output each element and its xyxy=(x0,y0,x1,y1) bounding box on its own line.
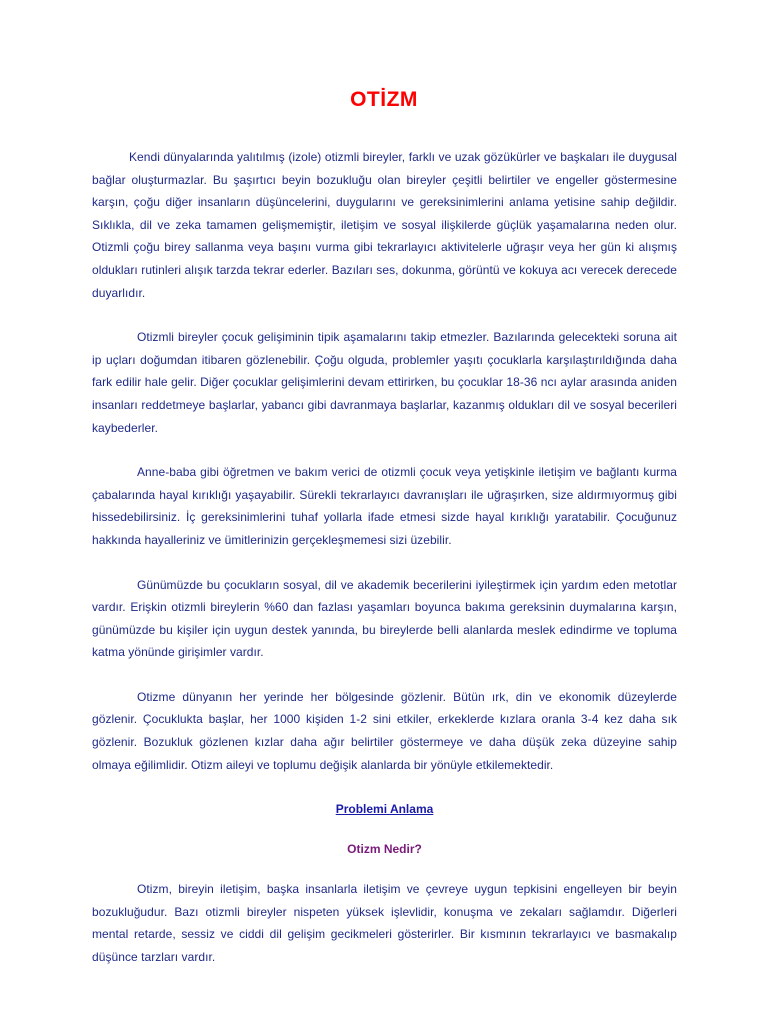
paragraph-intro: Kendi dünyalarında yalıtılmış (izole) otizmli bireyler, farklı ve uzak gözükürler ve başkaları ile duygusal bağlar oluşturmazlar. Bu şaşırtıcı beyin bozukluğu olan bireyler çeşitli belirtiler ve engeller göstermesine karşın, çoğu diğer insanların düşüncelerini, duygularını ve gereksinimlerini anlama yetisine sahip değildir. Sıklıkla, dil ve zeka tamamen gelişmemiştir, iletişim ve sosyal ilişkilerde güçlük yaşamalarına neden olur. Otizmli çoğu birey sallanma veya başını vurma gibi tekrarlayıcı aktivitelerle uğraşır veya her gün ki alışmış oldukları rutinleri alışık tarzda tekrar ederler. Bazıları ses, dokunma, görüntü ve kokuya acı verecek derecede duyarlıdır. xyxy=(92,150,677,300)
paragraph-prevalence: Otizme dünyanın her yerinde her bölgesinde gözlenir. Bütün ırk, din ve ekonomik düzeylerde gözlenir. Çocuklukta başlar, her 1000 kişiden 1-2 sini etkiler, erkeklerde kızlara oranla 3-4 kez daha sık gözlenir. Bozukluk gözlenen kızlar daha ağır belirtiler göstermeye ve daha düşük zeka düzeyine sahip olmaya eğilimlidir. Otizm aileyi ve toplumu değişik alanlarda bir yönüyle etkilemektedir. xyxy=(92,689,677,772)
section-sub-heading: Otizm Nedir? xyxy=(347,842,422,857)
paragraph-development: Otizmli bireyler çocuk gelişiminin tipik aşamalarını takip etmezler. Bazılarında gelecekteki soruna ait ip uçları doğumdan itibaren gözlenebilir. Çoğu olguda, problemler yaşıtı çocuklarla karşılaştırıldığında daha fark edilir hale gelir. Diğer çocuklar gelişimlerini devam ettirirken, bu çocuklar 18-36 ncı aylar arasında aniden insanları reddetmeye başlarlar, yabancı gibi davranmaya başlarlar, kazanmış oldukları dil ve sosyal becerileri kaybederler. xyxy=(92,330,677,435)
section-link-heading xyxy=(92,798,677,820)
page-title: OTİZM xyxy=(350,88,418,111)
paragraph-definition: Otizm, bireyin iletişim, başka insanlarla iletişim ve çevreye uygun tepkisini engelleyen bir beyin bozukluğudur. Bazı otizmli bireyler nispeten yüksek işlevlidir, konuşma ve zekaları sağlamdır. Diğerleri mental retarde, sessiz ve ciddi dil gelişim gecikmeleri gösterirler. Bir kısmının tekrarlayıcı ve basmakalıp düşünce tarzları vardır. xyxy=(92,882,677,965)
paragraph-methods: Günümüzde bu çocukların sosyal, dil ve akademik becerilerini iyileştirmek için yardım eden metotlar vardır. Erişkin otizmli bireylerin %60 dan fazlası yaşamları boyunca bakıma gereksinin duymalarına karşın, günümüzde bu kişiler için uygun destek yanında, bu bireylerde belli alanlarda meslek edindirme ve topluma katma yönünde girişimler vardır. xyxy=(92,577,677,660)
paragraph-caregivers: Anne-baba gibi öğretmen ve bakım verici de otizmli çocuk veya yetişkinle iletişim ve bağlantı kurma çabalarında hayal kırıklığı yaşayabilir. Sürekli tekrarlayıcı davranışları ile uğraşırken, size aldırmıyormuş gibi hissedebilirsiniz. İç gereksinimlerini tuhaf yollarla ifade etmesi sizde hayal kırıklığı yaratabilir. Çocuğunuz hakkında hayalleriniz ve ümitlerinizin gerçekleşmemesi sizi üzebilir. xyxy=(92,465,677,547)
article-body xyxy=(92,146,677,991)
problemi-anlama-link[interactable]: Problemi Anlama xyxy=(335,802,434,817)
